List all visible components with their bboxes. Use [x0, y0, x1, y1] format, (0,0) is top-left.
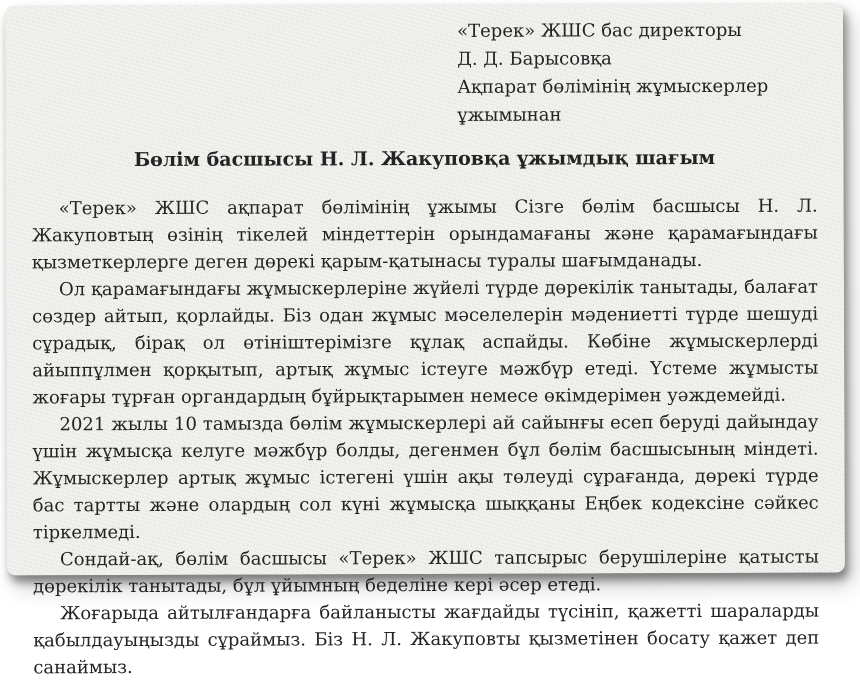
letter-body	[32, 193, 820, 681]
body-paragraph: Сондай-ақ, бөлім басшысы «Терек» ЖШС тапсырыс берушілеріне қатысты дөрекілік танытады, бұл ұйымның беделіне кері әсер етеді.	[33, 546, 819, 598]
addressee-line: Ақпарат бөлімінің жұмыскерлер	[457, 75, 769, 98]
addressee-line: Д. Д. Барысовқа	[457, 48, 612, 70]
body-paragraph: «Терек» ЖШС ақпарат бөлімінің ұжымы Сізге бөлім басшысы Н. Л. Жакуповтың өзінің тікелей міндеттерін орындамағаны және қарамағындағы қызметкерлерге деген дөрекі қарым-қатынасы туралы шағымданады.	[31, 195, 818, 274]
body-paragraph: 2021 жылы 10 тамызда бөлім жұмыскерлері ай сайынғы есеп беруді дайындау үшін жұмысқа келуге мәжбүр болды, дегенмен бұл бөлім басшысының міндеті. Жұмыскерлер артық жұмыс істегені үшін ақы төлеуді сұрағанда, дөрекі түрде бас тартты және олардың сол күні жұмысқа шыққаны Еңбек кодексіне сәйкес тіркелмеді.	[32, 411, 819, 544]
document-title: Бөлім басшысы Н. Л. Жакуповқа ұжымдық шағым	[133, 146, 716, 172]
addressee-block	[457, 17, 817, 130]
complaint-letter-page	[5, 3, 845, 679]
addressee-line: «Терек» ЖШС бас директоры	[457, 19, 742, 42]
body-paragraph: Ол қарамағындағы жұмыскерлеріне жүйелі түрде дөрекілік танытады, балағат сөздер айтып, қорлайды. Біз одан жұмыс мәселелерін мәдениетті түрде шешуді сұрадық, бірақ ол өтініштерімізге құлақ аспайды. Көбіне жұмыскерлерді айыппұлмен қорқытып, артық жұмыс істеуге мәжбүр етеді. Үстеме жұмысты жоғары тұрған органдардың бұйрықтарымен немесе өкімдерімен уәждемейді.	[32, 276, 819, 409]
body-paragraph: Жоғарыда айтылғандарға байланысты жағдайды түсініп, қажетті шараларды қабылдауыңызды сұраймыз. Біз Н. Л. Жакуповты қызметінен босату қажет деп санаймыз.	[33, 600, 820, 679]
addressee-line: ұжымынан	[457, 104, 562, 126]
